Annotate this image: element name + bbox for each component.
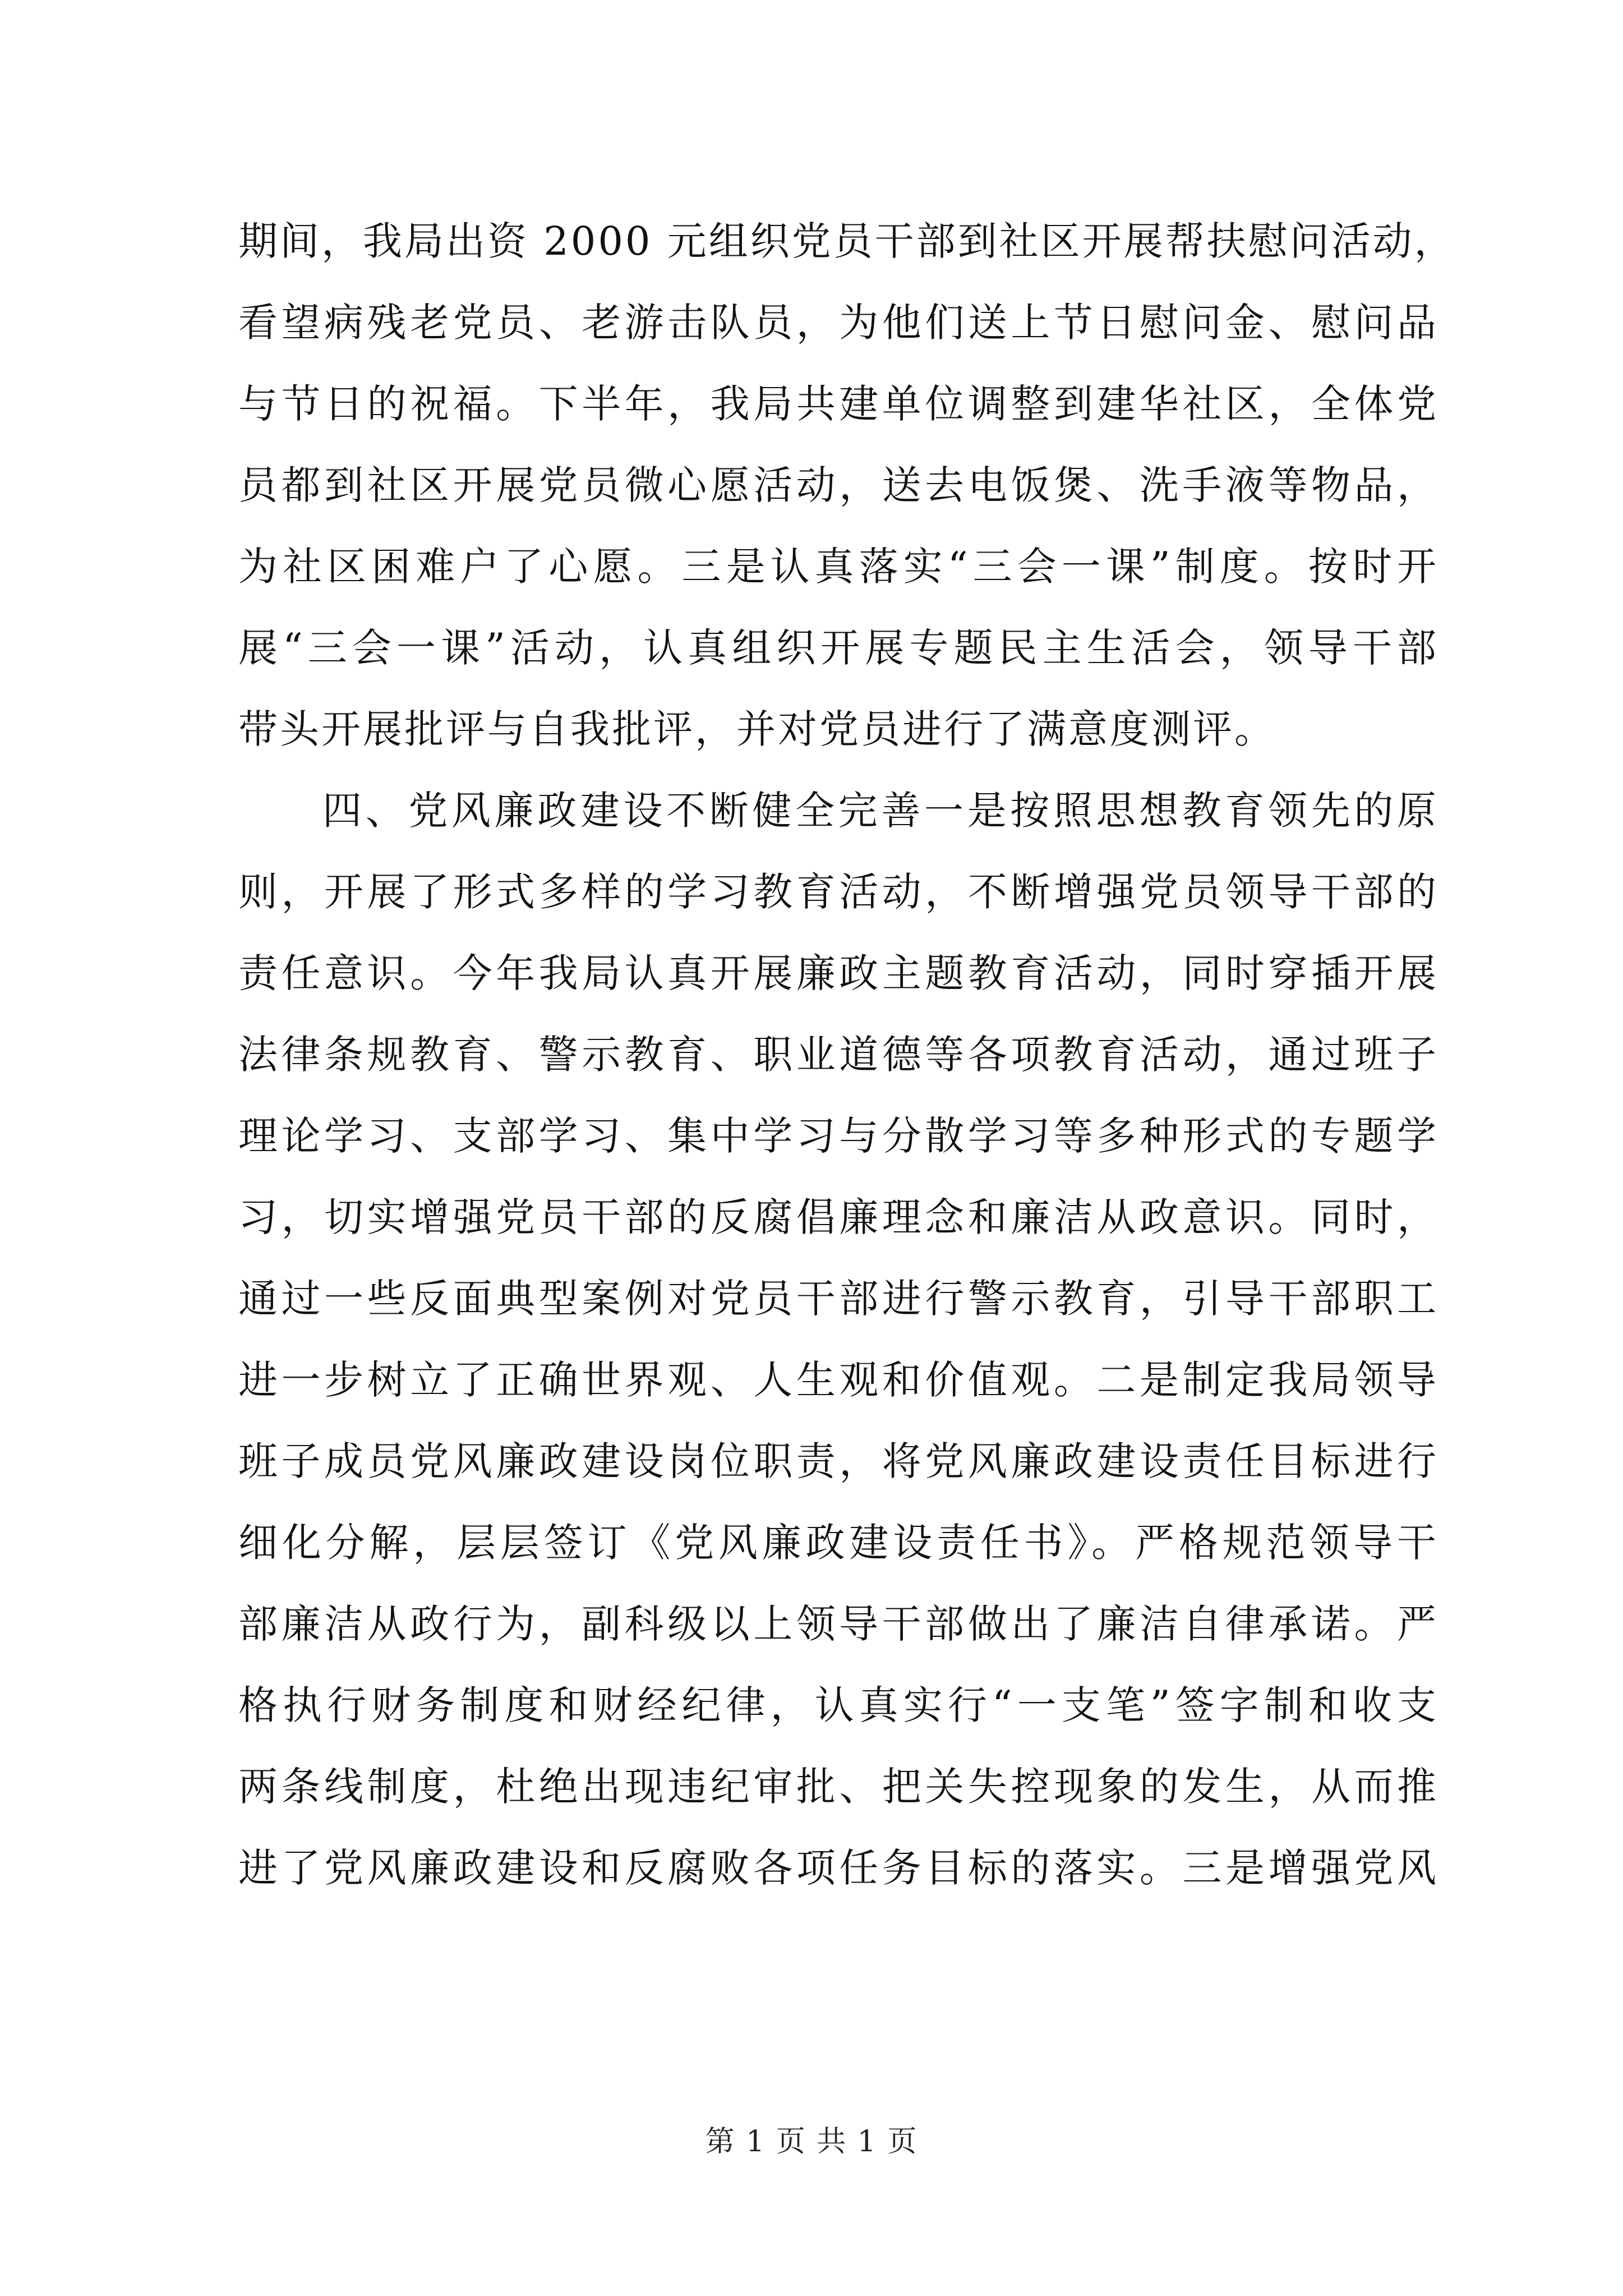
text-line: 四、党风廉政建设不断健全完善一是按照思想教育领先的原: [322, 788, 1438, 834]
text-line: 员都到社区开展党员微心愿活动，送去电饭煲、洗手液等物品，: [238, 462, 1438, 508]
text-line: 展“三会一课”活动，认真组织开展专题民主生活会，领导干部: [238, 625, 1438, 671]
text-line: 进了党风廉政建设和反腐败各项任务目标的落实。三是增强党风: [238, 1845, 1438, 1891]
text-line: 进一步树立了正确世界观、人生观和价值观。二是制定我局领导: [238, 1357, 1438, 1403]
text-line: 责任意识。今年我局认真开展廉政主题教育活动，同时穿插开展: [238, 950, 1438, 996]
body-text: [238, 201, 1456, 1909]
text-line: 习，切实增强党员干部的反腐倡廉理念和廉洁从政意识。同时，: [238, 1194, 1438, 1240]
text-line: 期间，我局出资 2000 元组织党员干部到社区开展帮扶慰问活动，: [238, 218, 1456, 264]
text-line: 细化分解，层层签订《党风廉政建设责任书》。严格规范领导干: [238, 1520, 1438, 1566]
page-footer: 第 1 页 共 1 页: [705, 2125, 918, 2159]
text-line: 带头开展批评与自我批评，并对党员进行了满意度测评。: [238, 706, 1276, 752]
text-line: 法律条规教育、警示教育、职业道德等各项教育活动，通过班子: [238, 1032, 1438, 1078]
text-line: 通过一些反面典型案例对党员干部进行警示教育，引导干部职工: [238, 1276, 1438, 1322]
text-line: 为社区困难户了心愿。三是认真落实“三会一课”制度。按时开: [238, 544, 1438, 590]
text-line: 则，开展了形式多样的学习教育活动，不断增强党员领导干部的: [238, 869, 1438, 915]
text-line: 部廉洁从政行为，副科级以上领导干部做出了廉洁自律承诺。严: [238, 1601, 1438, 1647]
text-line: 格执行财务制度和财经纪律，认真实行“一支笔”签字制和收支: [238, 1682, 1438, 1728]
text-line: 班子成员党风廉政建设岗位职责，将党风廉政建设责任目标进行: [238, 1438, 1438, 1484]
text-line: 理论学习、支部学习、集中学习与分散学习等多种形式的专题学: [238, 1113, 1438, 1159]
text-line: 与节日的祝福。下半年，我局共建单位调整到建华社区，全体党: [238, 381, 1438, 427]
text-line: 看望病残老党员、老游击队员，为他们送上节日慰问金、慰问品: [238, 300, 1438, 346]
text-line: 两条线制度，杜绝出现违纪审批、把关失控现象的发生，从而推: [238, 1764, 1438, 1810]
